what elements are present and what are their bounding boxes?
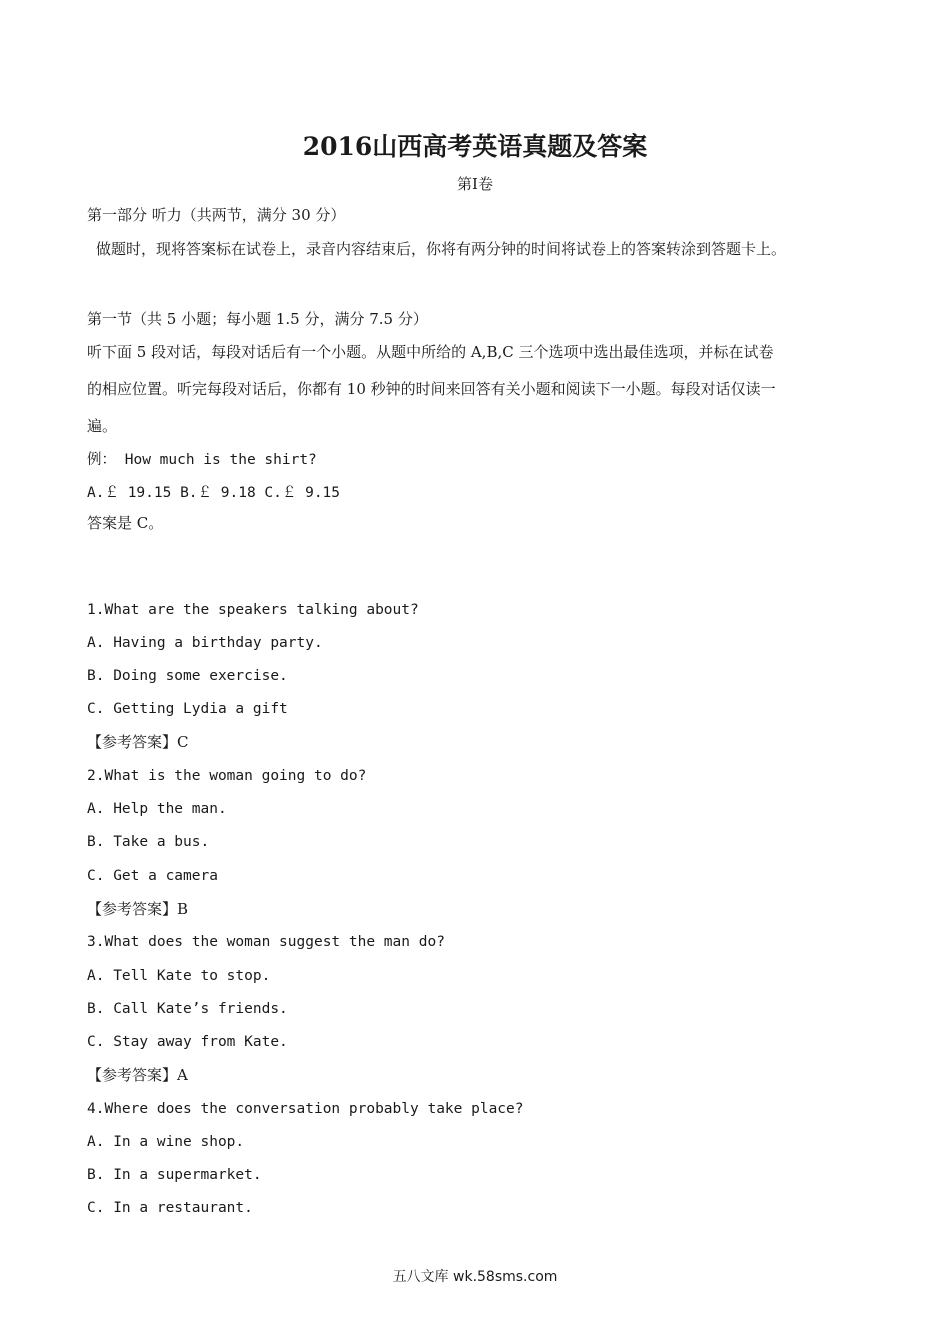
question-stem: 1.What are the speakers talking about? — [87, 602, 419, 618]
part1-heading: 第一部分 听力（共两节，满分 30 分） — [87, 206, 346, 224]
example-options: A.￡ 19.15 B.￡ 9.18 C.￡ 9.15 — [87, 485, 341, 501]
section1-instruction-line: 遍。 — [87, 417, 118, 435]
question-option: C. Getting Lydia a gift — [87, 701, 288, 717]
question-option: B. Call Kate’s friends. — [87, 1001, 288, 1017]
question-option: A. Help the man. — [87, 801, 227, 817]
question-option: A. In a wine shop. — [87, 1134, 245, 1150]
section1-instruction-line: 的相应位置。听完每段对话后，你都有 10 秒钟的时间来回答有关小题和阅读下一小题。每段对话仅读一 — [87, 380, 776, 398]
question-option: A. Having a birthday party. — [87, 635, 323, 651]
question-option: C. In a restaurant. — [87, 1200, 253, 1216]
reference-answer: 【参考答案】A — [87, 1066, 188, 1084]
volume-label: 第Ⅰ卷 — [457, 175, 493, 193]
example-answer: 答案是 C。 — [87, 514, 164, 532]
question-stem: 2.What is the woman going to do? — [87, 768, 367, 784]
footer-watermark: 五八文库 wk.58sms.com — [392, 1269, 558, 1285]
question-stem: 3.What does the woman suggest the man do? — [87, 934, 445, 950]
section1-instruction-line: 听下面 5 段对话，每段对话后有一个小题。从题中所给的 A,B,C 三个选项中选出最佳选项，并标在试卷 — [87, 343, 774, 361]
question-stem: 4.Where does the conversation probably take place? — [87, 1101, 524, 1117]
question-option: B. In a supermarket. — [87, 1167, 262, 1183]
reference-answer: 【参考答案】C — [87, 733, 189, 751]
example-question: 例： How much is the shirt? — [87, 452, 317, 468]
question-option: C. Stay away from Kate. — [87, 1034, 288, 1050]
section1-heading: 第一节（共 5 小题；每小题 1.5 分，满分 7.5 分） — [87, 310, 428, 328]
part1-instruction: 做题时，现将答案标在试卷上，录音内容结束后，你将有两分钟的时间将试卷上的答案转涂到答题卡上。 — [96, 240, 787, 258]
reference-answer: 【参考答案】B — [87, 900, 189, 918]
question-option: B. Take a bus. — [87, 834, 210, 850]
page-title: 2016山西高考英语真题及答案 — [302, 132, 648, 161]
question-option: B. Doing some exercise. — [87, 668, 288, 684]
question-option: C. Get a camera — [87, 868, 218, 884]
question-option: A. Tell Kate to stop. — [87, 968, 271, 984]
